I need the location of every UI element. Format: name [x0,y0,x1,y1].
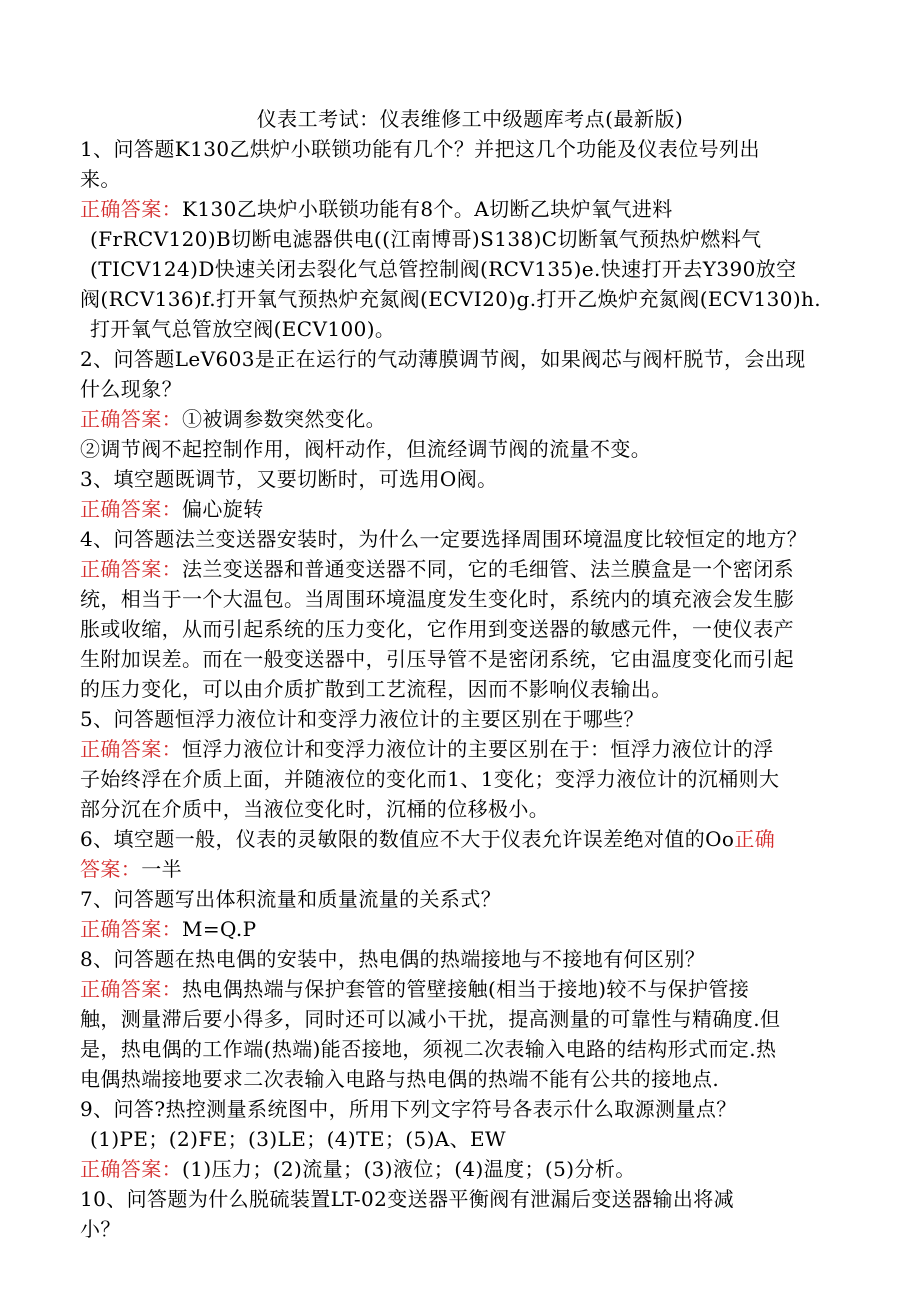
answer-line [80,734,850,764]
answer-line [80,494,850,524]
question-text: 8、问答题在热电偶的安装中，热电偶的热端接地与不接地有何区别？ [80,947,706,971]
question-8 [80,944,850,1094]
document-page [80,104,850,1244]
answer-label: 正确答案： [80,917,182,941]
answer-text: ②调节阀不起控制作用，阀杆动作，但流经调节阀的流量不变。 [80,437,652,461]
answer-line [80,1154,850,1184]
answer-text: 触，测量滞后要小得多，同时还可以减小干扰，提高测量的可靠性与精确度.但 [80,1007,781,1031]
answer-line [80,194,850,224]
answer-text: 法兰变送器和普通变送器不同，它的毛细管、法兰膜盒是一个密闭系 [182,557,794,581]
question-text: (1)PE；(2)FE；(3)LE；(4)TE；(5)A、EW [90,1127,507,1151]
answer-label-part: 答案： [80,857,142,881]
question-9 [80,1094,850,1184]
answer-line [80,914,850,944]
answer-text: 部分沉在介质中，当液位变化时，沉桶的位移极小。 [80,797,550,821]
page-title: 仪表工考试：仪表维修工中级题库考点(最新版) [256,107,684,131]
answer-label: 正确答案： [80,497,182,521]
answer-text: 是，热电偶的工作端(热端)能否接地，须视二次表输入电路的结构形式而定.热 [80,1037,777,1061]
answer-text: 的压力变化，可以由介质扩散到工艺流程，因而不影响仪表输出。 [80,677,672,701]
question-text: 6、填空题一般，仪表的灵敏限的数值应不大于仪表允许误差绝对值的Oo [80,827,735,851]
answer-text: 子始终浮在介质上面，并随液位的变化而1、1变化；变浮力液位计的沉桶则大 [80,767,780,791]
answer-text: 打开氧气总管放空阀(ECV100)。 [90,317,396,341]
answer-text: 偏心旋转 [182,497,264,521]
answer-label-part: 正确 [734,827,776,851]
question-2 [80,344,850,464]
answer-label: 正确答案： [80,197,182,221]
answer-text: K130乙块炉小联锁功能有8个。A切断乙块炉氧气进料 [182,197,673,221]
question-4 [80,524,850,704]
question-5 [80,704,850,824]
question-text: 7、问答题写出体积流量和质量流量的关系式？ [80,887,502,911]
question-text: 3、填空题既调节，又要切断时，可选用O阀。 [80,467,498,491]
question-10 [80,1184,850,1244]
answer-label: 正确答案： [80,557,182,581]
answer-text: 电偶热端接地要求二次表输入电路与热电偶的热端不能有公共的接地点. [80,1067,720,1091]
question-text: 什么现象？ [80,377,182,401]
answer-line [80,404,850,434]
question-line [80,824,850,854]
answer-text: (FrRCV120)B切断电滤器供电((江南博哥)S138)C切断氧气预热炉燃料气 [90,227,762,251]
answer-text: ①被调参数突然变化。 [182,407,386,431]
answer-text: 阀(RCV136)f.打开氧气预热炉充氮阀(ECVI20)g.打开乙焕炉充氮阀(ECV130)h. [80,287,822,311]
answer-text: 统，相当于一个大温包。当周围环境温度发生变化时，系统内的填充液会发生膨 [80,587,794,611]
answer-label: 正确答案： [80,407,182,431]
answer-line [80,974,850,1004]
question-text: 10、问答题为什么脱硫装置LT-02变送器平衡阀有泄漏后变送器输出将减 [80,1187,735,1211]
answer-label: 正确答案： [80,977,182,1001]
answer-line [80,854,850,884]
answer-text: M=Q.P [182,917,257,941]
question-text: 1、问答题K130乙烘炉小联锁功能有几个？并把这几个功能及仪表位号列出 [80,137,760,161]
answer-text: (1)压力；(2)流量；(3)液位；(4)温度；(5)分析。 [182,1157,636,1181]
answer-text: 胀或收缩，从而引起系统的压力变化，它作用到变送器的敏感元件，一使仪表产 [80,617,794,641]
answer-text: (TICV124)D快速关闭去裂化气总管控制阀(RCV135)e.快速打开去Y390放空 [90,257,797,281]
answer-text: 生附加误差。而在一般变送器中，引压导管不是密闭系统，它由温度变化而引起 [80,647,794,671]
question-1 [80,134,850,344]
answer-line [80,554,850,584]
question-text: 小？ [80,1217,121,1241]
question-text: 2、问答题LeV603是正在运行的气动薄膜调节阀，如果阀芯与阀杆脱节，会出现 [80,347,806,371]
question-7 [80,884,850,944]
answer-text: 一半 [141,857,183,881]
answer-text: 热电偶热端与保护套管的管壁接触(相当于接地)较不与保护管接 [182,977,750,1001]
question-text: 来。 [80,167,121,191]
answer-label: 正确答案： [80,737,182,761]
question-6 [80,824,850,884]
answer-text: 恒浮力液位计和变浮力液位计的主要区别在于：恒浮力液位计的浮 [182,737,774,761]
question-text: 5、问答题恒浮力液位计和变浮力液位计的主要区别在于哪些？ [80,707,644,731]
question-3 [80,464,850,524]
question-text: 4、问答题法兰变送器安装时，为什么一定要选择周围环境温度比较恒定的地方？ [80,527,808,551]
answer-label: 正确答案： [80,1157,182,1181]
question-text: 9、问答?热控测量系统图中，所用下列文字符号各表示什么取源测量点？ [80,1097,737,1121]
